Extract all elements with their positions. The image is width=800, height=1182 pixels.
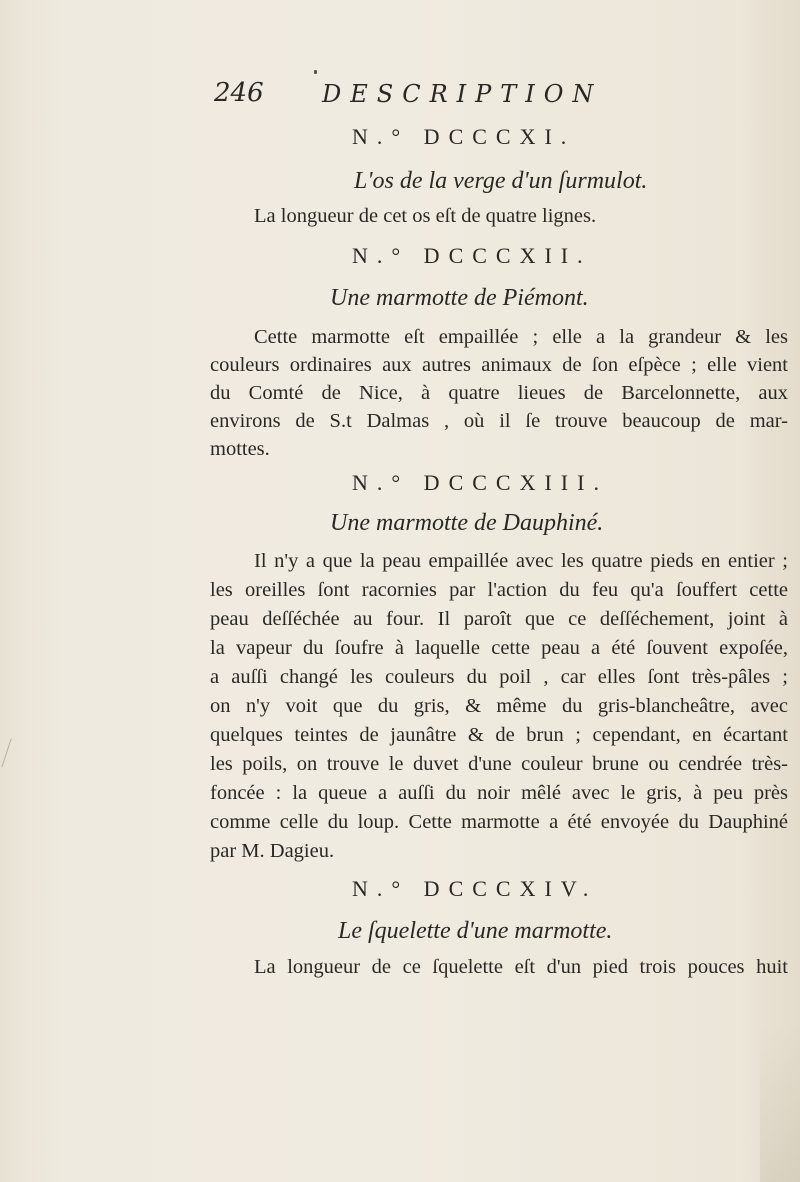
entry-812-line-4: environs de S.t Dalmas , où il ſe trouve beaucoup de mar-	[210, 410, 788, 432]
entry-title-811: L'os de la verge d'un ſurmulot.	[354, 168, 648, 194]
margin-mark	[1, 739, 11, 768]
entry-number-812: N.° DCCCXII.	[352, 243, 592, 268]
entry-812-line-1: Cette marmotte eſt empaillée ; elle a la grandeur & les	[254, 326, 788, 348]
page-number: 246	[214, 78, 264, 108]
page-header	[214, 78, 634, 122]
entry-812-line-2: couleurs ordinaires aux autres animaux de ſon eſpèce ; elle vient	[210, 354, 788, 376]
entry-813-line-3: peau deſſéchée au four. Il paroît que ce deſſéchement, joint à	[210, 608, 788, 630]
entry-813-line-10: comme celle du loup. Cette marmotte a été envoyée du Dauphiné	[210, 811, 788, 833]
entry-813-line-11: par M. Dagieu.	[210, 840, 335, 862]
ink-speck	[314, 70, 317, 74]
entry-811-line-1: La longueur de cet os eſt de quatre lignes.	[254, 205, 597, 227]
running-title: DESCRIPTION	[322, 80, 603, 108]
entry-number-811: N.° DCCCXI.	[352, 124, 576, 149]
entry-813-line-7: quelques teintes de jaunâtre & de brun ; cependant, en écartant	[210, 724, 788, 746]
entry-813-line-5: a auſſi changé les couleurs du poil , car elles ſont très-pâles ;	[210, 666, 788, 688]
entry-813-line-8: les poils, on trouve le duvet d'une couleur brune ou cendrée très-	[210, 753, 788, 775]
entry-813-line-4: la vapeur du ſoufre à laquelle cette peau a été ſouvent expoſée,	[210, 637, 788, 659]
entry-813-line-9: foncée : la queue a auſſi du noir mêlé avec le gris, à peu près	[210, 782, 788, 804]
entry-title-814: Le ſquelette d'une marmotte.	[338, 918, 613, 944]
entry-812-line-3: du Comté de Nice, à quatre lieues de Barcelonnette, aux	[210, 382, 788, 404]
entry-813-line-1: Il n'y a que la peau empaillée avec les quatre pieds en entier ;	[254, 550, 788, 572]
entry-title-813: Une marmotte de Dauphiné.	[330, 510, 604, 536]
entry-number-814: N.° DCCCXIV.	[352, 876, 598, 901]
entry-813-line-2: les oreilles ſont racornies par l'action du feu qu'a ſouffert cette	[210, 579, 788, 601]
entry-813-line-6: on n'y voit que du gris, & même du gris-blancheâtre, avec	[210, 695, 788, 717]
page-corner-shadow	[760, 1022, 800, 1182]
entry-title-812: Une marmotte de Piémont.	[330, 285, 589, 311]
entry-814-line-1: La longueur de ce ſquelette eſt d'un pied trois pouces huit	[254, 956, 788, 978]
entry-number-813: N.° DCCCXIII.	[352, 470, 608, 495]
entry-812-line-5: mottes.	[210, 438, 270, 460]
